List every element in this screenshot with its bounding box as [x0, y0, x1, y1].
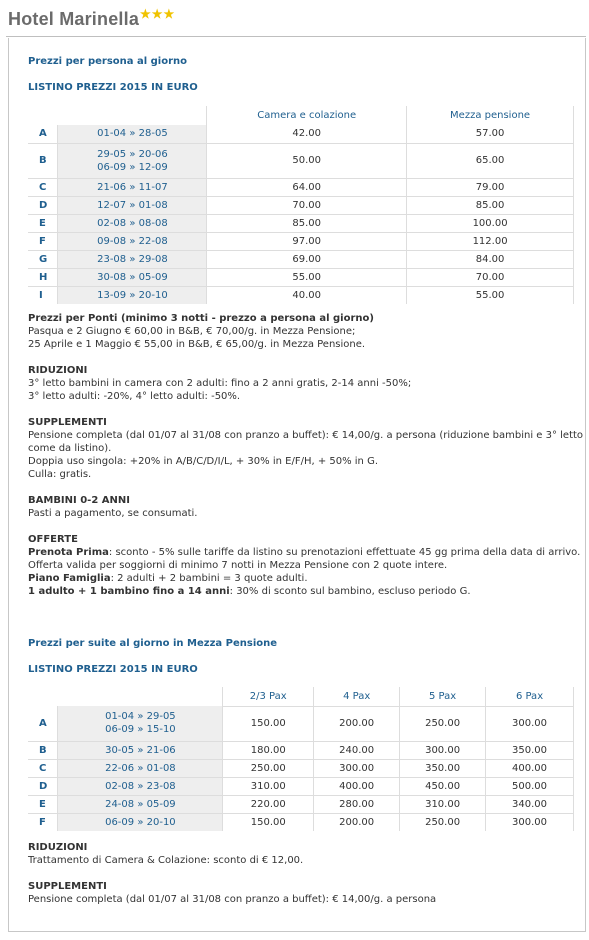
- period-label: G: [28, 250, 58, 268]
- price-cell: 300.00: [486, 813, 574, 831]
- offerte-title: OFFERTE: [28, 534, 78, 545]
- price-cell: 200.00: [314, 706, 400, 741]
- price-cell: 500.00: [486, 777, 574, 795]
- price-cell: 85.00: [207, 214, 407, 232]
- listino-title: LISTINO PREZZI 2015 IN EURO: [28, 82, 198, 93]
- price-cell: 70.00: [407, 268, 574, 286]
- hotel-title: [8, 9, 175, 30]
- table-row: [28, 250, 574, 268]
- title-divider: [6, 36, 586, 37]
- period-label: B: [28, 143, 58, 178]
- price-cell: 250.00: [400, 706, 486, 741]
- table-row: [28, 214, 574, 232]
- price-cell: 69.00: [207, 250, 407, 268]
- supplementi-title: SUPPLEMENTI: [28, 417, 107, 428]
- suite-supplementi-block: [28, 880, 563, 906]
- period-label: A: [28, 125, 58, 143]
- price-table-per-persona: [28, 106, 574, 304]
- price-cell: 300.00: [486, 706, 574, 741]
- table-row: [28, 143, 574, 178]
- suite-riduzioni-title: RIDUZIONI: [28, 842, 88, 853]
- period-label: F: [28, 232, 58, 250]
- period-dates: [58, 143, 207, 178]
- period-dates: [58, 741, 223, 759]
- price-cell: 200.00: [314, 813, 400, 831]
- bambini-line: Pasti a pagamento, se consumati.: [28, 508, 198, 519]
- table-row: [28, 178, 574, 196]
- price-cell: 300.00: [400, 741, 486, 759]
- period-dates: [58, 706, 223, 741]
- period-label: C: [28, 759, 58, 777]
- price-cell: 150.00: [223, 706, 314, 741]
- date-range: 06-09 » 15-10: [105, 724, 176, 736]
- riduzioni-line: 3° letto adulti: -20%, 4° letto adulti: -50%.: [28, 391, 241, 402]
- column-header: 5 Pax: [400, 687, 486, 706]
- period-dates: [58, 196, 207, 214]
- table-row: [28, 125, 574, 143]
- price-cell: 112.00: [407, 232, 574, 250]
- price-cell: 42.00: [207, 125, 407, 143]
- period-label: F: [39, 816, 46, 828]
- period-label: E: [28, 795, 58, 813]
- price-cell: 310.00: [400, 795, 486, 813]
- ponti-line: 25 Aprile e 1 Maggio € 55,00 in B&B, € 65,00/g. in Mezza Pensione.: [28, 339, 366, 350]
- table-row: [28, 286, 574, 304]
- price-cell: 350.00: [400, 759, 486, 777]
- date-range: 23-08 » 29-08: [97, 253, 168, 265]
- period-dates: [58, 759, 223, 777]
- date-range: 29-05 » 20-06: [97, 148, 168, 160]
- price-cell: 84.00: [407, 250, 574, 268]
- date-range: 30-08 » 05-09: [97, 271, 168, 283]
- table-row: [28, 268, 574, 286]
- table-row: [28, 813, 574, 831]
- date-range: 30-05 » 21-06: [105, 744, 176, 756]
- ponti-title: Prezzi per Ponti (minimo 3 notti - prezzo a persona al giorno): [28, 313, 374, 324]
- table-row: [28, 795, 574, 813]
- date-range: 22-06 » 01-08: [105, 762, 176, 774]
- column-header: 4 Pax: [314, 687, 400, 706]
- period-dates: [58, 268, 207, 286]
- period-dates: [58, 232, 207, 250]
- period-dates: [58, 777, 223, 795]
- price-cell: 220.00: [223, 795, 314, 813]
- suite-supplementi-title: SUPPLEMENTI: [28, 881, 107, 892]
- supplementi-line: Pensione completa (dal 01/07 al 31/08 con pranzo a buffet): € 14,00/g. a persona (riduzione bambini e 3° letto: [28, 430, 584, 441]
- price-cell: 340.00: [486, 795, 574, 813]
- date-range: 01-04 » 28-05: [97, 128, 168, 140]
- period-dates: [58, 813, 223, 831]
- price-cell: 70.00: [207, 196, 407, 214]
- date-range: 24-08 » 05-09: [105, 798, 176, 810]
- period-label: B: [28, 741, 58, 759]
- price-cell: 100.00: [407, 214, 574, 232]
- section-heading-suite: Prezzi per suite al giorno in Mezza Pensione: [28, 638, 278, 649]
- price-cell: 310.00: [223, 777, 314, 795]
- period-label: A: [28, 706, 58, 741]
- period-dates: [58, 214, 207, 232]
- period-dates: [58, 250, 207, 268]
- price-cell: 350.00: [486, 741, 574, 759]
- section-heading-per-persona: Prezzi per persona al giorno: [28, 56, 188, 67]
- supplementi-line: Culla: gratis.: [28, 469, 92, 480]
- column-header: Mezza pensione: [407, 106, 574, 125]
- table-row: [28, 759, 574, 777]
- date-range: 12-07 » 01-08: [97, 199, 168, 211]
- date-range: 09-08 » 22-08: [97, 235, 168, 247]
- bambini-block: [28, 494, 563, 520]
- column-header: Camera e colazione: [207, 106, 407, 125]
- listino-title-suite: LISTINO PREZZI 2015 IN EURO: [28, 664, 198, 675]
- period-dates: [58, 286, 207, 304]
- price-cell: 150.00: [223, 813, 314, 831]
- adulto-label: 1 adulto + 1 bambino fino a 14 anni: [28, 586, 230, 597]
- offerta-adulto-bambino: [28, 585, 563, 598]
- price-cell: 180.00: [223, 741, 314, 759]
- period-dates: [58, 125, 207, 143]
- suite-supplementi-line: Pensione completa (dal 01/07 al 31/08 con pranzo a buffet): € 14,00/g. a persona: [28, 894, 437, 905]
- ponti-line: Pasqua e 2 Giugno € 60,00 in B&B, € 70,00/g. in Mezza Pensione;: [28, 326, 356, 337]
- famiglia-label: Piano Famiglia: [28, 573, 111, 584]
- period-label: E: [28, 214, 58, 232]
- adulto-text: : 30% di sconto sul bambino, escluso periodo G.: [229, 586, 471, 597]
- price-cell: 50.00: [207, 143, 407, 178]
- price-cell: 400.00: [486, 759, 574, 777]
- price-cell: 97.00: [207, 232, 407, 250]
- table-row: [28, 196, 574, 214]
- star-rating-icon: ★★★: [140, 7, 176, 21]
- suite-riduzioni-line: Trattamento di Camera & Colazione: sconto di € 12,00.: [28, 855, 304, 866]
- price-cell: 85.00: [407, 196, 574, 214]
- offerta-prenota-prima: [28, 546, 581, 559]
- table-row: [28, 777, 574, 795]
- column-header: 6 Pax: [486, 687, 574, 706]
- riduzioni-title: RIDUZIONI: [28, 365, 88, 376]
- hotel-name: Hotel Marinella: [8, 9, 140, 29]
- table-row: [28, 741, 574, 759]
- offerta-line: Offerta valida per soggiorni di minimo 7 notti in Mezza Pensione con 2 quote intere.: [28, 560, 448, 571]
- suite-riduzioni-block: [28, 841, 563, 867]
- offerte-block: [28, 533, 581, 598]
- period-label: D: [28, 196, 58, 214]
- price-cell: 400.00: [314, 777, 400, 795]
- price-cell: 450.00: [400, 777, 486, 795]
- price-cell: 40.00: [207, 286, 407, 304]
- famiglia-text: : 2 adulti + 2 bambini = 3 quote adulti.: [110, 573, 308, 584]
- column-header: 2/3 Pax: [223, 687, 314, 706]
- ponti-block: [28, 312, 563, 351]
- price-cell: 250.00: [223, 759, 314, 777]
- supplementi-line: come da listino).: [28, 443, 112, 454]
- price-cell: 250.00: [400, 813, 486, 831]
- period-label: I: [39, 289, 43, 301]
- period-label: D: [28, 777, 58, 795]
- prenota-text: : sconto - 5% sulle tariffe da listino su prenotazioni effettuate 45 gg prima della data di arrivo.: [108, 547, 581, 558]
- price-cell: 300.00: [314, 759, 400, 777]
- date-range: 01-04 » 29-05: [105, 711, 176, 723]
- supplementi-line: Doppia uso singola: +20% in A/B/C/D/I/L, + 30% in E/F/H, + 50% in G.: [28, 456, 379, 467]
- price-cell: 57.00: [407, 125, 574, 143]
- period-label: H: [28, 268, 58, 286]
- price-cell: 79.00: [407, 178, 574, 196]
- price-cell: 280.00: [314, 795, 400, 813]
- price-cell: 65.00: [407, 143, 574, 178]
- supplementi-block: [28, 416, 584, 481]
- prenota-label: Prenota Prima: [28, 547, 109, 558]
- price-cell: 55.00: [207, 268, 407, 286]
- price-cell: 64.00: [207, 178, 407, 196]
- period-dates: [58, 795, 223, 813]
- date-range: 02-08 » 08-08: [97, 217, 168, 229]
- date-range: 06-09 » 20-10: [105, 816, 176, 828]
- riduzioni-line: 3° letto bambini in camera con 2 adulti: fino a 2 anni gratis, 2-14 anni -50%;: [28, 378, 412, 389]
- price-cell: 55.00: [407, 286, 574, 304]
- date-range: 06-09 » 12-09: [97, 161, 168, 173]
- date-range: 02-08 » 23-08: [105, 780, 176, 792]
- period-dates: [58, 178, 207, 196]
- riduzioni-block: [28, 364, 563, 403]
- price-table-suite: [28, 687, 574, 831]
- price-cell: 240.00: [314, 741, 400, 759]
- date-range: 13-09 » 20-10: [97, 289, 168, 301]
- offerta-piano-famiglia: [28, 572, 563, 585]
- bambini-title: BAMBINI 0-2 ANNI: [28, 495, 130, 506]
- period-label: C: [28, 178, 58, 196]
- table-row: [28, 232, 574, 250]
- table-row: [28, 706, 574, 741]
- date-range: 21-06 » 11-07: [97, 181, 168, 193]
